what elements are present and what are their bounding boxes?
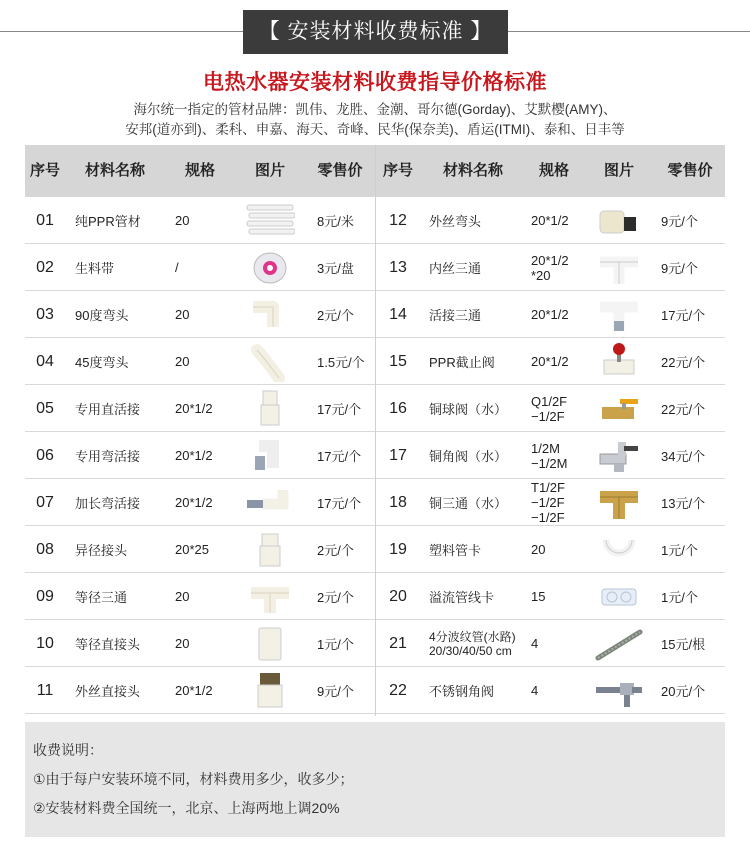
item-spec: 20 xyxy=(175,354,190,369)
notes-item-2: ②安装材料费全国统一，北京、上海两地上调20% xyxy=(33,800,340,816)
item-number: 15 xyxy=(389,352,407,370)
tee-icon xyxy=(235,573,305,620)
header-price-right: 零售价 xyxy=(667,162,713,179)
item-spec: 20*1/2 xyxy=(175,495,213,510)
item-price: 22元/个 xyxy=(661,355,706,370)
item-spec: 4 xyxy=(531,683,539,698)
female-tee-icon xyxy=(583,244,655,291)
item-number: 01 xyxy=(36,211,54,229)
item-name: 加长弯活接 xyxy=(75,496,141,511)
male-thread-adapter-icon xyxy=(235,667,305,714)
price-table xyxy=(25,145,725,716)
item-name: 内丝三通 xyxy=(429,261,482,276)
corrugated-hose-icon xyxy=(583,620,655,667)
item-spec: 20*1/2 xyxy=(531,307,569,322)
item-number: 02 xyxy=(36,258,54,276)
item-number: 19 xyxy=(389,540,407,558)
item-spec: 20*1/2 xyxy=(175,401,213,416)
item-price: 22元/个 xyxy=(661,402,706,417)
item-spec: 20 xyxy=(175,589,190,604)
item-price: 9元/个 xyxy=(317,684,354,699)
brass-tee-icon xyxy=(583,479,655,526)
male-elbow-icon xyxy=(583,197,655,244)
item-name: 不锈钢角阀 xyxy=(429,684,495,699)
item-name: 专用直活接 xyxy=(75,402,141,417)
ptfe-tape-icon xyxy=(235,244,305,291)
header-name-right: 材料名称 xyxy=(442,162,503,179)
brand-line-1: 海尔统一指定的管材品牌：凯伟、龙胜、金潮、哥尔德(Gorday)、艾默樱(AMY)、 xyxy=(133,102,617,117)
elbow-45-icon xyxy=(235,338,305,385)
item-number: 17 xyxy=(389,446,407,464)
item-name: 45度弯头 xyxy=(75,355,129,370)
item-price: 9元/个 xyxy=(661,214,698,229)
item-name: 铜三通（水） xyxy=(429,496,508,511)
item-price: 34元/个 xyxy=(661,449,706,464)
union-tee-icon xyxy=(583,291,655,338)
steel-angle-valve-icon xyxy=(583,667,655,714)
pipe-clip-icon xyxy=(583,526,655,573)
brand-line-2: 安邦(道亦到)、柔科、申嘉、海天、奇峰、民华(保奈美)、盾运(ITMI)、泰和、日丰等 xyxy=(125,122,625,137)
item-price: 20元/个 xyxy=(661,684,706,699)
item-name: 等径直接头 xyxy=(75,637,141,652)
item-number: 03 xyxy=(36,305,54,323)
item-spec: 20*1/2 xyxy=(175,683,213,698)
item-spec: 4 xyxy=(531,636,539,651)
item-number: 11 xyxy=(36,681,54,699)
item-name: 90度弯头 xyxy=(75,308,129,323)
item-price: 1元/个 xyxy=(661,543,698,558)
item-price: 8元/米 xyxy=(317,214,354,229)
item-name: PPR截止阀 xyxy=(429,355,495,370)
item-price: 3元/盘 xyxy=(317,261,354,276)
header-price-left: 零售价 xyxy=(317,162,363,179)
item-number: 09 xyxy=(36,587,54,605)
item-spec: 20*1/2 xyxy=(531,213,569,228)
item-price: 17元/个 xyxy=(661,308,706,323)
header-img-left: 图片 xyxy=(254,162,285,179)
item-name: 铜球阀（水） xyxy=(429,402,508,417)
item-spec: 20 xyxy=(175,213,190,228)
item-name: 活接三通 xyxy=(429,308,482,323)
item-spec: 20*1/2 *20 xyxy=(531,252,569,283)
item-spec: 20 xyxy=(531,542,546,557)
coupling-icon xyxy=(235,620,305,667)
straight-union-icon xyxy=(235,385,305,432)
item-spec: 20 xyxy=(175,636,190,651)
notes-box xyxy=(25,722,725,837)
item-spec: 1/2M −1/2M xyxy=(531,440,568,471)
item-name: 塑料管卡 xyxy=(429,543,482,558)
banner-line-left xyxy=(0,31,243,32)
item-price: 1元/个 xyxy=(661,590,698,605)
item-name: 4分波纹管(水路) 20/30/40/50 cm xyxy=(429,629,516,658)
header-name-left: 材料名称 xyxy=(84,162,145,179)
item-number: 04 xyxy=(36,352,54,370)
header-num-right: 序号 xyxy=(382,162,413,179)
ball-valve-icon xyxy=(583,385,655,432)
item-spec: / xyxy=(175,260,179,275)
elbow-90-icon xyxy=(235,291,305,338)
item-number: 18 xyxy=(389,493,407,511)
item-price: 17元/个 xyxy=(317,496,362,511)
header-spec-left: 规格 xyxy=(184,162,215,179)
item-spec: 20 xyxy=(175,307,190,322)
notes-title: 收费说明： xyxy=(33,742,103,758)
item-number: 14 xyxy=(389,305,407,323)
stop-valve-icon xyxy=(583,338,655,385)
item-name: 外丝弯头 xyxy=(429,214,482,229)
item-number: 10 xyxy=(36,634,54,652)
item-price: 17元/个 xyxy=(317,449,362,464)
item-name: 外丝直接头 xyxy=(75,684,141,699)
long-elbow-union-icon xyxy=(235,479,305,526)
item-number: 13 xyxy=(389,258,407,276)
item-price: 9元/个 xyxy=(661,261,698,276)
item-name: 纯PPR管材 xyxy=(75,214,141,229)
header-num-left: 序号 xyxy=(29,162,60,179)
item-spec: 20*1/2 xyxy=(531,354,569,369)
banner-title: 【 安装材料收费标准 】 xyxy=(243,10,508,54)
notes-item-1: ①由于每户安装环境不同，材料费用多少，收多少； xyxy=(33,771,354,787)
item-price: 17元/个 xyxy=(317,402,362,417)
item-number: 16 xyxy=(389,399,407,417)
item-price: 13元/个 xyxy=(661,496,706,511)
ppr-pipes-icon xyxy=(235,197,305,244)
item-number: 08 xyxy=(36,540,54,558)
angle-valve-icon xyxy=(583,432,655,479)
page-title: 电热水器安装材料收费指导价格标准 xyxy=(203,71,547,94)
item-number: 22 xyxy=(389,681,407,699)
item-price: 1元/个 xyxy=(317,637,354,652)
item-name: 专用弯活接 xyxy=(75,449,141,464)
column-divider xyxy=(375,145,376,716)
elbow-union-icon xyxy=(235,432,305,479)
item-number: 21 xyxy=(389,634,407,652)
item-name: 生料带 xyxy=(75,261,115,276)
item-price: 2元/个 xyxy=(317,590,354,605)
item-spec: 20*1/2 xyxy=(175,448,213,463)
item-name: 异径接头 xyxy=(75,543,128,558)
item-spec: 15 xyxy=(531,589,546,604)
brand-list xyxy=(0,100,750,140)
item-name: 等径三通 xyxy=(75,590,128,605)
item-spec: T1/2F −1/2F −1/2F xyxy=(531,480,565,525)
item-price: 2元/个 xyxy=(317,543,354,558)
banner-area xyxy=(0,10,750,54)
item-name: 铜角阀（水） xyxy=(429,449,508,464)
item-spec: Q1/2F −1/2F xyxy=(531,393,568,424)
item-number: 06 xyxy=(36,446,54,464)
header-spec-right: 规格 xyxy=(538,162,569,179)
reducer-icon xyxy=(235,526,305,573)
item-number: 05 xyxy=(36,399,54,417)
banner-line-right xyxy=(508,31,750,32)
item-price: 15元/根 xyxy=(661,637,706,652)
item-price: 2元/个 xyxy=(317,308,354,323)
header-img-right: 图片 xyxy=(603,162,634,179)
item-number: 20 xyxy=(389,587,407,605)
item-price: 1.5元/个 xyxy=(317,355,365,370)
overflow-clip-icon xyxy=(583,573,655,620)
item-number: 12 xyxy=(389,211,407,229)
item-number: 07 xyxy=(36,493,54,511)
item-name: 溢流管线卡 xyxy=(429,590,495,605)
item-spec: 20*25 xyxy=(175,542,209,557)
